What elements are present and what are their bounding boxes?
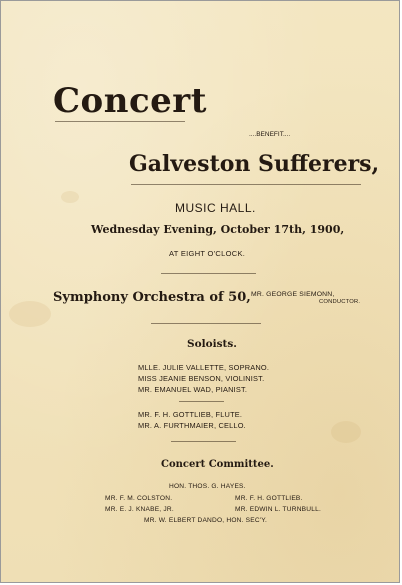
beneficiary: Galveston Sufferers, (129, 151, 380, 177)
title: Concert (53, 81, 207, 121)
paper-stain (61, 191, 79, 203)
venue: MUSIC HALL. (175, 201, 256, 215)
event-date: Wednesday Evening, October 17th, 1900, (91, 223, 345, 236)
event-time: AT EIGHT O'CLOCK. (169, 249, 246, 258)
paper-stain (331, 421, 361, 443)
divider (171, 441, 236, 442)
committee-member: MR. F. H. GOTTLIEB. (235, 495, 303, 502)
soloist-line: MR. A. FURTHMAIER, CELLO. (138, 421, 246, 430)
committee-member: MR. E. J. KNABE, JR. (105, 506, 174, 513)
soloist-line: MR. EMANUEL WAD, PIANIST. (138, 385, 248, 394)
benefit-label: ....BENEFIT.... (249, 131, 291, 138)
paper-stain (9, 301, 51, 327)
conductor-role: CONDUCTOR. (319, 299, 361, 305)
divider (179, 401, 224, 402)
committee-member: MR. F. M. COLSTON. (105, 495, 173, 502)
title-underline (55, 121, 185, 122)
beneficiary-underline (131, 184, 361, 185)
soloist-line: MR. F. H. GOTTLIEB, FLUTE. (138, 410, 243, 419)
committee-chair: HON. THOS. G. HAYES. (169, 483, 246, 490)
soloist-line: MISS JEANIE BENSON, VIOLINIST. (138, 374, 265, 383)
conductor-name: MR. GEORGE SIEMONN, (251, 291, 335, 298)
soloist-line: MLLE. JULIE VALLETTE, SOPRANO. (138, 363, 270, 372)
committee-heading: Concert Committee. (161, 459, 274, 470)
committee-member: MR. EDWIN L. TURNBULL. (235, 506, 321, 513)
orchestra: Symphony Orchestra of 50, (53, 290, 251, 305)
divider (151, 323, 261, 324)
divider (161, 273, 256, 274)
soloists-heading: Soloists. (187, 338, 237, 350)
committee-secretary: MR. W. ELBERT DANDO, HON. SEC'Y. (144, 517, 268, 524)
